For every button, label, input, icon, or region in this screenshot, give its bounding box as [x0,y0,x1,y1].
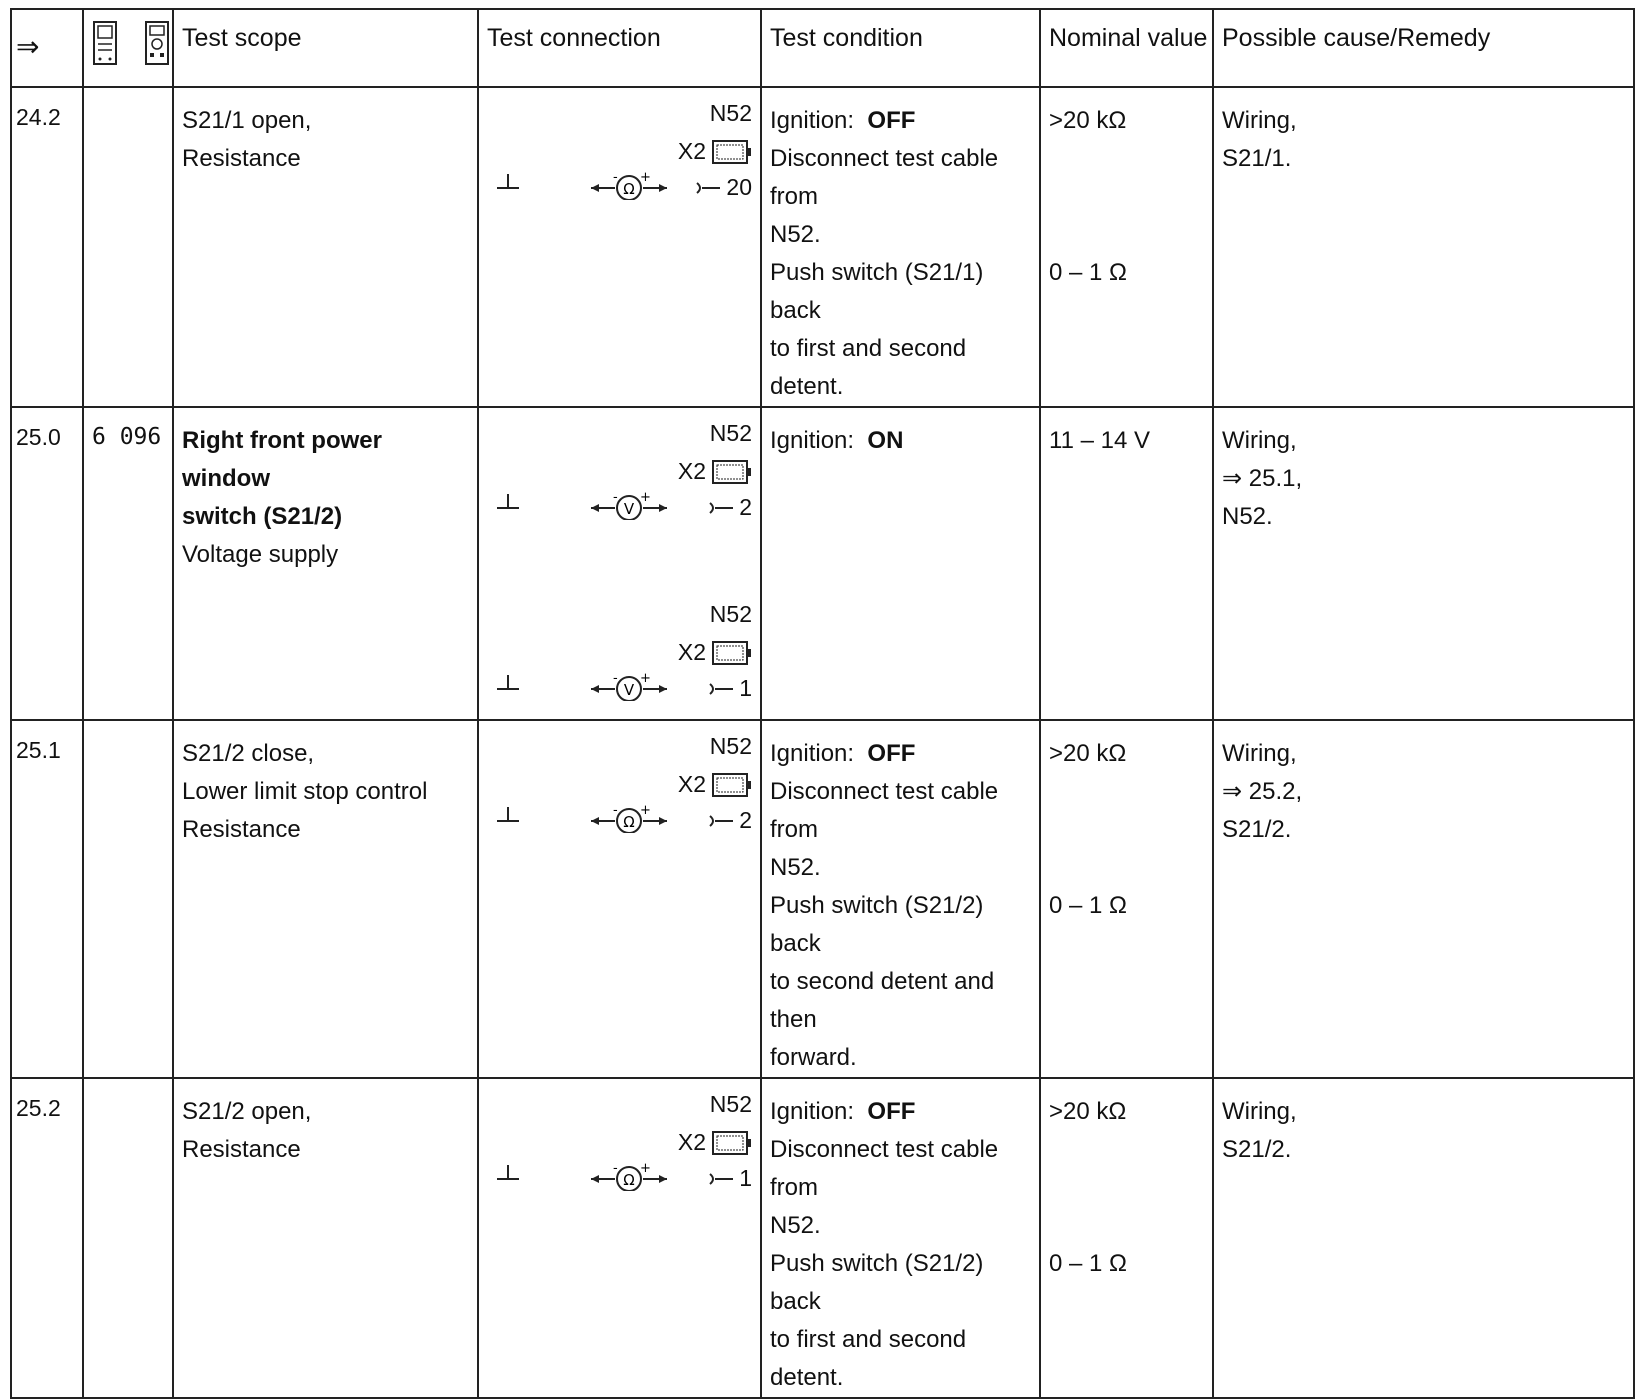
connection [479,408,760,523]
cause-cell: Wiring, ⇒ 25.1, N52. [1213,407,1634,720]
header-nominal-value: Nominal value [1040,9,1213,87]
table-row [11,720,1634,1078]
scope-cell: S21/2 close, Lower limit stop control Resistance [173,720,478,1078]
svg-text:Ω: Ω [623,1171,635,1189]
module-label: N52 [709,100,752,126]
multimeter-icon [144,20,170,66]
connector-plug-icon [712,641,752,665]
nominal-cell: 11 – 14 V [1040,407,1213,720]
connection-cell [478,87,761,407]
svg-text:V: V [623,681,635,699]
header-test-connection: Test connection [478,9,761,87]
code-cell [83,87,173,407]
pin: 1 [707,675,752,702]
ground-icon [495,172,521,192]
table-row [11,1078,1634,1398]
step-cell: 25.2 [11,1078,83,1398]
code-cell: 6 096 [83,407,173,720]
svg-text:-: - [613,492,618,505]
tester-icon [92,20,118,66]
module-label: N52 [709,420,752,446]
module-label: N52 [709,601,752,627]
table-row [11,407,1634,720]
nominal-cell: >20 kΩ 0 – 1 Ω [1040,87,1213,407]
svg-text:V: V [623,500,635,518]
header-device-icons [83,9,173,87]
connector-plug-icon [712,773,752,797]
connection-cell [478,407,761,720]
step-cell: 25.0 [11,407,83,720]
ground-icon [495,1163,521,1183]
cause-cell: Wiring, S21/2. [1213,1078,1634,1398]
cause-cell: Wiring, S21/1. [1213,87,1634,407]
table-row [11,87,1634,407]
connection [479,88,760,203]
svg-text:+: + [640,172,651,185]
condition-cell: Ignition: OFF Disconnect test cable from N52. Push switch (S21/2) back to first and second detent. [761,1078,1040,1398]
module-label: N52 [709,733,752,759]
scope-cell: S21/1 open, Resistance [173,87,478,407]
ground-icon [495,673,521,693]
svg-text:+: + [640,805,651,818]
connection [479,589,760,704]
header-test-scope: Test scope [173,9,478,87]
pin: 20 [694,174,752,201]
svg-text:Ω: Ω [623,180,635,198]
scope-cell: Right front power window switch (S21/2) Voltage supply [173,407,478,720]
svg-text:+: + [640,1163,651,1176]
connector: X2 [678,458,752,485]
cause-cell: Wiring, ⇒ 25.2, S21/2. [1213,720,1634,1078]
svg-text:-: - [613,673,618,686]
connector: X2 [678,1129,752,1156]
step-cell: 24.2 [11,87,83,407]
connection-cell [478,1078,761,1398]
connector: X2 [678,771,752,798]
connector-plug-icon [712,140,752,164]
connection [479,721,760,836]
header-test-condition: Test condition [761,9,1040,87]
connection-cell [478,720,761,1078]
pin-socket-icon [694,181,722,195]
pin: 2 [707,807,752,834]
code-cell [83,720,173,1078]
svg-text:Ω: Ω [623,813,635,831]
condition-cell: Ignition: ON [761,407,1040,720]
svg-text:+: + [640,492,651,505]
module-label: N52 [709,1091,752,1117]
ohmmeter-icon [589,172,669,200]
svg-text:+: + [640,673,651,686]
pin-socket-icon [707,501,735,515]
ground-icon [495,805,521,825]
connector-plug-icon [712,460,752,484]
pin-socket-icon [707,682,735,696]
scope-cell: S21/2 open, Resistance [173,1078,478,1398]
condition-cell: Ignition: OFF Disconnect test cable from N52. Push switch (S21/1) back to first and second detent. [761,87,1040,407]
nominal-cell: >20 kΩ 0 – 1 Ω [1040,1078,1213,1398]
code-cell [83,1078,173,1398]
pin-socket-icon [707,814,735,828]
connection [479,1079,760,1194]
connector: X2 [678,138,752,165]
step-cell: 25.1 [11,720,83,1078]
nominal-cell: >20 kΩ 0 – 1 Ω [1040,720,1213,1078]
connector: X2 [678,639,752,666]
svg-text:-: - [613,1163,618,1176]
svg-text:-: - [613,805,618,818]
voltmeter-icon [589,492,669,520]
header-row [11,9,1634,87]
header-possible-cause: Possible cause/Remedy [1213,9,1634,87]
pin: 2 [707,494,752,521]
voltmeter-icon [589,673,669,701]
pin-socket-icon [707,1172,735,1186]
pin: 1 [707,1165,752,1192]
ohmmeter-icon [589,805,669,833]
header-arrow: ⇒ [11,9,83,87]
ground-icon [495,492,521,512]
test-table [10,8,1635,1399]
svg-text:-: - [613,172,618,185]
connector-plug-icon [712,1131,752,1155]
condition-cell: Ignition: OFF Disconnect test cable from N52. Push switch (S21/2) back to second detent and then forward. [761,720,1040,1078]
ohmmeter-icon [589,1163,669,1191]
